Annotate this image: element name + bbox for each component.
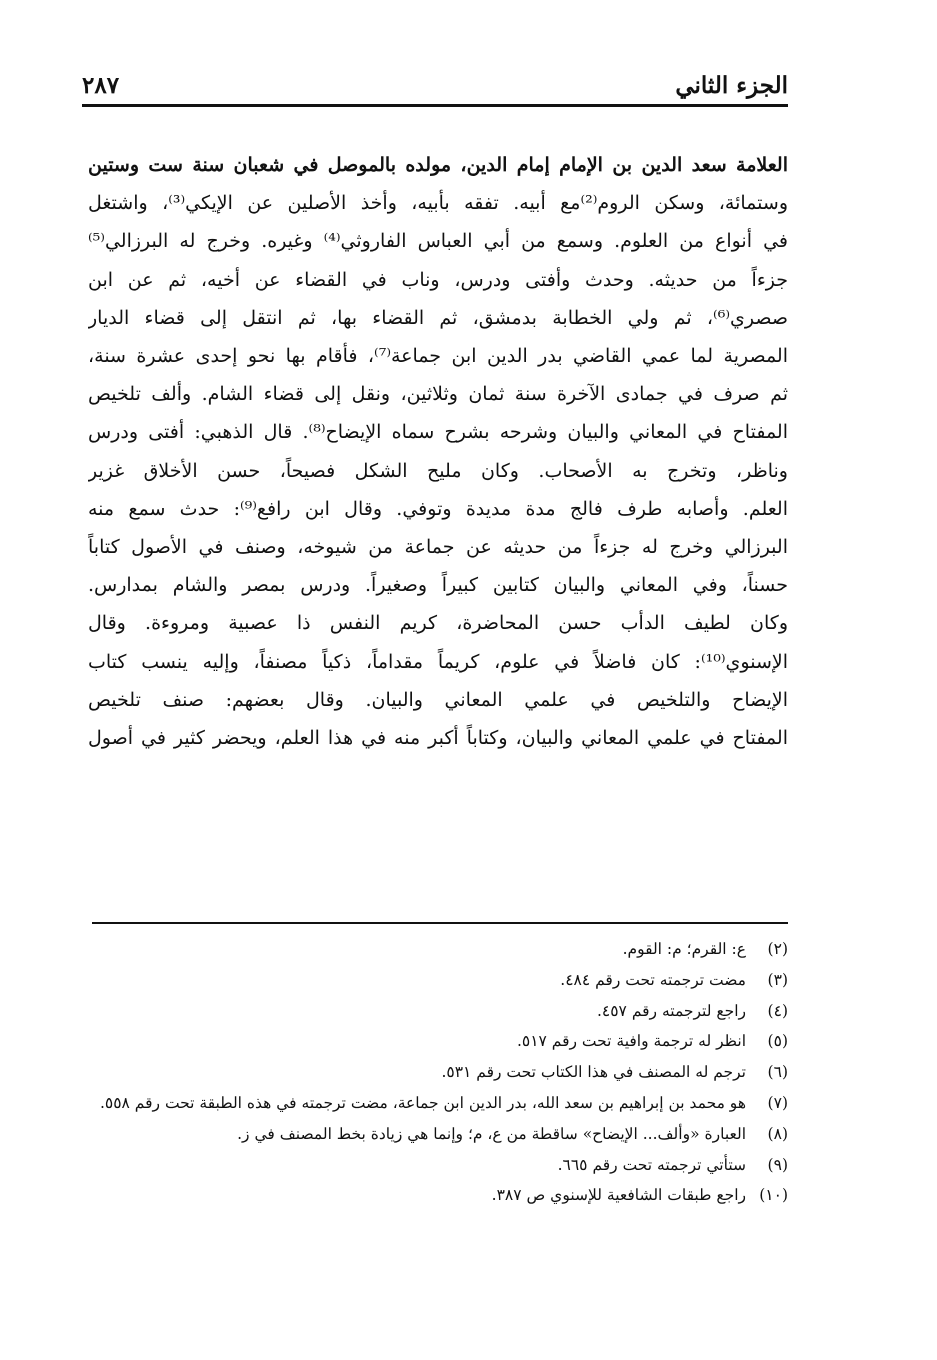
text-line: البرزالي وخرج له جزءاً من حديثه عن جماعة من شيوخه، وصنف في الأصول كتاباً: [88, 536, 788, 559]
footnote-number: (٩): [767, 1155, 788, 1174]
footnote-number: (٧): [767, 1093, 788, 1112]
footnote-number: (٦): [767, 1063, 788, 1082]
text-line: وكان لطيف الدأب حسن المحاضرة، كريم النفس ذا عصبية ومروءة. وقال: [88, 612, 788, 635]
text-line: جزءاً من حديثه. وحدث وأفتى ودرس، وناب في القضاء عن أخيه، ثم عن ابن: [88, 268, 788, 291]
footnote-text: ع: القرم؛ م: القوم.: [622, 940, 746, 958]
text-line: الإيضاح والتلخيص في علمي المعاني والبيان. وقال بعضهم: صنف تلخيص: [88, 688, 788, 711]
text-line: حسناً، وفي المعاني والبيان كتابين كبيراً وصغيراً. ودرس بمصر والشام بمدارس.: [88, 574, 788, 597]
footnote-text: ستأتي ترجمته تحت رقم ٦٦٥.: [557, 1155, 746, 1174]
footnote: [80, 1026, 788, 1057]
footnote-text: مضت ترجمته تحت رقم ٤٨٤.: [560, 970, 746, 989]
footnote-number: (٤): [767, 1001, 788, 1020]
footnote: [80, 1119, 788, 1150]
footnote-text: راجع طبقات الشافعية للإسنوي ص ٣٨٧.: [491, 1186, 746, 1205]
footnote-number: (٢): [767, 940, 788, 958]
footnote: [80, 1180, 788, 1211]
footnote-number: (٣): [767, 970, 788, 989]
text-line: وستمائة، وسكن الروم⁽²⁾مع أبيه. تفقه بأبيه، وأخذ الأصلين عن الإيكي⁽³⁾، واشتغل: [88, 192, 788, 215]
footnote: [80, 996, 788, 1027]
page-number: ٢٨٧: [82, 72, 120, 99]
footnote: [80, 965, 788, 996]
text-line: العلامة سعد الدين بن الإمام إمام الدين، مولده بالموصل في شعبان سنة ست وستين: [88, 154, 788, 176]
text-line: العلم. وأصابه طرف فالج مدة مديدة وتوفي. وقال ابن رافع⁽⁹⁾: حدث سمع منه: [88, 497, 788, 520]
running-header: [82, 55, 788, 99]
text-line: صصري⁽⁶⁾، ثم ولي الخطابة بدمشق، ثم القضاء بها، ثم انتقل إلى قضاء الديار: [88, 306, 788, 329]
text-line: المفتاح في المعاني والبيان وشرحه بشرح سماه الإيضاح⁽⁸⁾. قال الذهبي: أفتى ودرس: [88, 421, 788, 444]
text-line: ثم صرف في جمادى الآخرة سنة ثمان وثلاثين، ونقل إلى قضاء الشام. وألف تلخيص: [88, 383, 788, 406]
footnote-text: هو محمد بن إبراهيم بن سعد الله، بدر الدين ابن جماعة، مضت ترجمته في هذه الطبقة تحت رقم ٥٥٨.: [99, 1093, 746, 1112]
footnote-text: راجع لترجمته رقم ٤٥٧.: [596, 1001, 746, 1020]
footnote-text: العبارة «وألف... الإيضاح» ساقطة من ع، م؛ وإنما هي زيادة بخط المصنف في ز.: [237, 1124, 746, 1143]
text-line: المصرية لما عمي القاضي بدر الدين ابن جماعة⁽⁷⁾، فأقام بها نحو إحدى عشرة سنة،: [88, 345, 788, 368]
footnote-text: ترجم له المصنف في هذا الكتاب تحت رقم ٥٣١.: [441, 1063, 746, 1082]
header-rule: [82, 104, 788, 107]
running-title: الجزء الثاني: [675, 72, 788, 99]
footnote-rule: [92, 922, 788, 924]
footnote: [80, 1057, 788, 1088]
footnote-text: انظر له ترجمة وافية تحت رقم ٥١٧.: [516, 1032, 746, 1051]
footnote-number: (١٠): [759, 1186, 788, 1205]
footnote: [80, 1088, 788, 1119]
text-line: وناظر، وتخرج به الأصحاب. وكان مليح الشكل فصيحاً، حسن الأخلاق غزير: [88, 459, 788, 482]
text-line: المفتاح في علمي المعاني والبيان، وكتاباً أكبر منه في هذا العلم، ويحضر كثير في أصول: [88, 727, 788, 750]
footnotes: [80, 934, 788, 1211]
text-line: الإسنوي⁽¹⁰⁾: كان فاضلاً في علوم، كريماً مقداماً، ذكياً مصنفاً، وإليه ينسب كتاب: [88, 650, 788, 673]
footnote: [80, 1150, 788, 1181]
text-line: في أنواع من العلوم. وسمع من أبي العباس الفاروثي⁽⁴⁾ وغيره. وخرج له البرزالي⁽⁵⁾: [88, 230, 788, 253]
footnote: [80, 934, 788, 965]
footnote-number: (٥): [767, 1032, 788, 1051]
main-text: [88, 146, 788, 757]
footnote-number: (٨): [767, 1124, 788, 1143]
